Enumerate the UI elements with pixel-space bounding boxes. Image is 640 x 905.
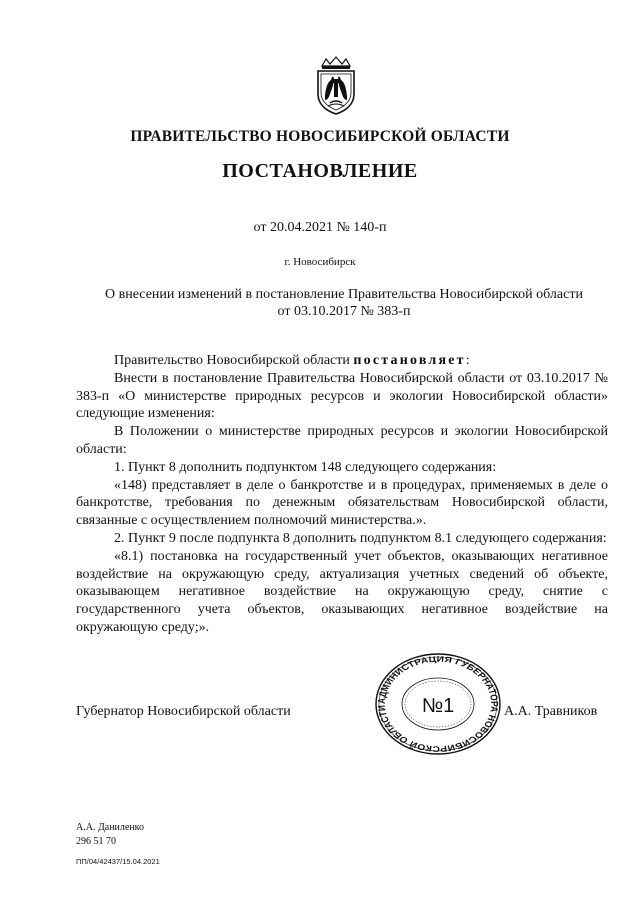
paragraph-subitem-8-1: «8.1) постановка на государственный учет объектов, оказывающих негативное воздействие на окружающую среду, актуализация учетных сведений об объекте, оказывающем негативное воздействие на окружающую среду, снятие с государственного учета объектов, оказывающих негативное воздействие на окружающую среду;».: [76, 548, 608, 635]
executor-phone: 296 51 70: [76, 836, 116, 847]
subject-line-2: от 03.10.2017 № 383-п: [277, 304, 411, 319]
paragraph-item-2: 2. Пункт 9 после подпункта 8 дополнить подпунктом 8.1 следующего содержания:: [114, 530, 607, 546]
seal-ring-text: АДМИНИСТРАЦИЯ ГУБЕРНАТОРА НОВОСИБИРСКОЙ ОБЛАСТИ: [375, 654, 500, 754]
signer-title: Губернатор Новосибирской области: [76, 704, 291, 719]
executor-name: А.А. Даниленко: [76, 822, 145, 833]
seal-number: №1: [421, 695, 455, 717]
document-city: г. Новосибирск: [284, 256, 356, 268]
signer-name: А.А. Травников: [504, 704, 598, 719]
intro-paragraph: [76, 352, 608, 370]
coat-of-arms-icon: [312, 56, 360, 116]
document-code: ПП/04/42437/15.04.2021: [76, 857, 160, 866]
subject-line-1: О внесении изменений в постановление Правительства Новосибирской области: [105, 287, 583, 302]
document-subject: [76, 286, 612, 320]
document-body: [76, 352, 608, 637]
official-seal-icon: [372, 652, 504, 756]
paragraph-amend: Внести в постановление Правительства Новосибирской области от 03.10.2017 № 383-п «О министерстве природных ресурсов и экологии Новосибирской области» следующие изменения:: [76, 370, 608, 422]
intro-suffix: :: [465, 353, 470, 368]
paragraph-regulation: В Положении о министерстве природных ресурсов и экологии Новосибирской области:: [76, 424, 608, 457]
resolve-word: постановляет: [353, 353, 466, 368]
government-title: ПРАВИТЕЛЬСТВО НОВОСИБИРСКОЙ ОБЛАСТИ: [130, 128, 510, 145]
document-type: ПОСТАНОВЛЕНИЕ: [222, 160, 418, 182]
paragraph-item-1: 1. Пункт 8 дополнить подпунктом 148 следующего содержания:: [114, 459, 497, 475]
paragraph-subitem-148: «148) представляет в деле о банкротстве и в процедурах, применяемых в деле о банкротстве, требования по денежным обязательствам Новосибирской области, связанные с осуществлением полномочий министерства.».: [76, 477, 608, 529]
intro-prefix: Правительство Новосибирской области: [114, 353, 354, 368]
document-date-number: от 20.04.2021 № 140-п: [253, 220, 387, 235]
